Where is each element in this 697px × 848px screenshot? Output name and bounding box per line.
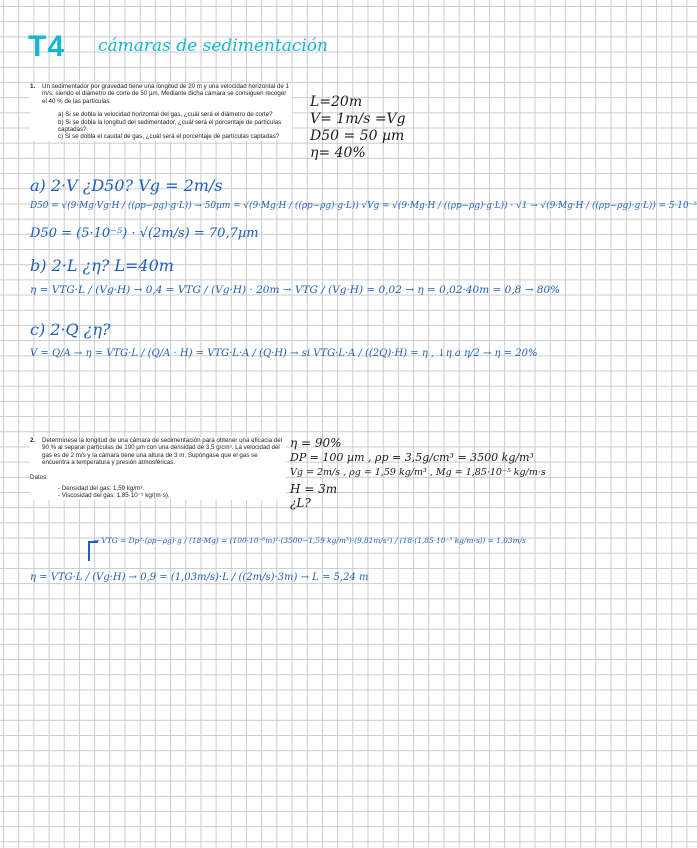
problem2-dato-viscosity: - Viscosidad del gas: 1,85·10⁻⁵ kg/(m·s). — [58, 492, 170, 500]
problem2-dato-density: - Densidad del gas: 1,59 kg/m³. — [58, 485, 144, 493]
part-b-equation-1: η = VTG·L / (Vg·H) → 0,4 = VTG / (Vg·H) · 20m → VTG / (Vg·H) = 0,02 → η = 0,02·40m = 0,8 → 80% — [30, 284, 561, 296]
problem1-statement-block — [30, 83, 292, 141]
p2-equation-vtg: → VTG = Dp²·(ρp−ρg)·g / (18·Mg) = (100·10⁻⁶m)²·(3500−1,59 kg/m³)·(9,81m/s²) / (18·(1,85·10⁻⁵ kg/m·s)) = 1,03m/s — [93, 536, 526, 545]
p1-given-eta: η= 40% — [310, 145, 366, 161]
title-text: cámaras de sedimentación — [98, 36, 328, 56]
problem1-number: 1. — [30, 83, 36, 90]
problem2-statement: Determínese la longitud de una cámara de sedimentación para obtener una eficacia del 90 % al separar partículas de 100 µm con una densidad de 3,5 g/cm³. La velocidad del gas es de 2 m/s y la cámara tiene una altura de 3 m. Supóngase que el gas se encuentra a temperatura y presión atmosféricas. — [42, 437, 283, 467]
bracket-arrow-vertical — [88, 541, 90, 561]
part-b-heading: b) 2·L ¿η? L=40m — [30, 256, 174, 275]
p2-equation-length: η = VTG·L / (Vg·H) → 0,9 = (1,03m/s)·L / ((2m/s)·3m) → L = 5,24 m — [30, 572, 369, 583]
problem1-question-a: a) Si se dobla la velocidad horizontal del gas, ¿cuál será el diámetro de corte? — [58, 111, 273, 119]
title-code: T4 — [28, 30, 66, 63]
p2-given-eta: η = 90% — [290, 436, 342, 450]
p2-given-unknown: ¿L? — [290, 496, 311, 510]
part-c-equation-1: V = Q/A → η = VTG·L / (Q/A · H) = VTG·L·A / (Q·H) → si VTG·L·A / ((2Q)·H) = η , ↓η a η/2 → η = 20% — [30, 348, 538, 359]
problem2-number: 2. — [30, 437, 36, 444]
problem1-question-c: c) Si se dobla el caudal de gas, ¿cuál será el porcentaje de partículas captadas? — [58, 133, 280, 141]
part-a-heading: a) 2·V ¿D50? Vg = 2m/s — [30, 176, 223, 195]
problem2-datos-label: Datos: — [30, 473, 48, 481]
p1-given-v: V= 1m/s =Vg — [310, 111, 406, 127]
problem1-question-b: b) Si se dobla la longitud del sedimentador, ¿cuál será el porcentaje de partículas captadas? — [58, 118, 282, 134]
p2-given-vg: Vg = 2m/s , ρg = 1,59 kg/m³ , Mg = 1,85·10⁻⁵ kg/m·s — [290, 467, 546, 478]
p1-given-d50: D50 = 50 µm — [310, 128, 405, 144]
problem1-statement: Un sedimentador por gravedad tiene una longitud de 20 m y una velocidad horizontal de 1 m/s, siendo el diámetro de corte de 50 µm. Mediante dicha cámara se consiguen recoger el 40 % de las partículas. — [42, 83, 289, 105]
part-a-equation-1: D50 = √(9·Mg·Vg·H / ((ρp−ρg)·g·L)) → 50µm = √(9·Mg·H / ((ρp−ρg)·g·L)) √Vg = √(9·Mg·H / ((ρp−ρg)·g·L)) · √1 → √(9·Mg·H / ((ρp−ρg)·g·L)) = 5·10⁻⁵ — [30, 201, 697, 211]
p2-given-dp: DP = 100 µm , ρp = 3,5g/cm³ = 3500 kg/m³ — [290, 451, 534, 464]
problem2-statement-block — [30, 437, 286, 500]
part-a-equation-2: D50 = (5·10⁻⁵) · √(2m/s) = 70,7µm — [30, 226, 259, 241]
p1-given-l: L=20m — [310, 94, 363, 110]
part-c-heading: c) 2·Q ¿η? — [30, 320, 111, 339]
p2-given-h: H = 3m — [290, 482, 338, 496]
